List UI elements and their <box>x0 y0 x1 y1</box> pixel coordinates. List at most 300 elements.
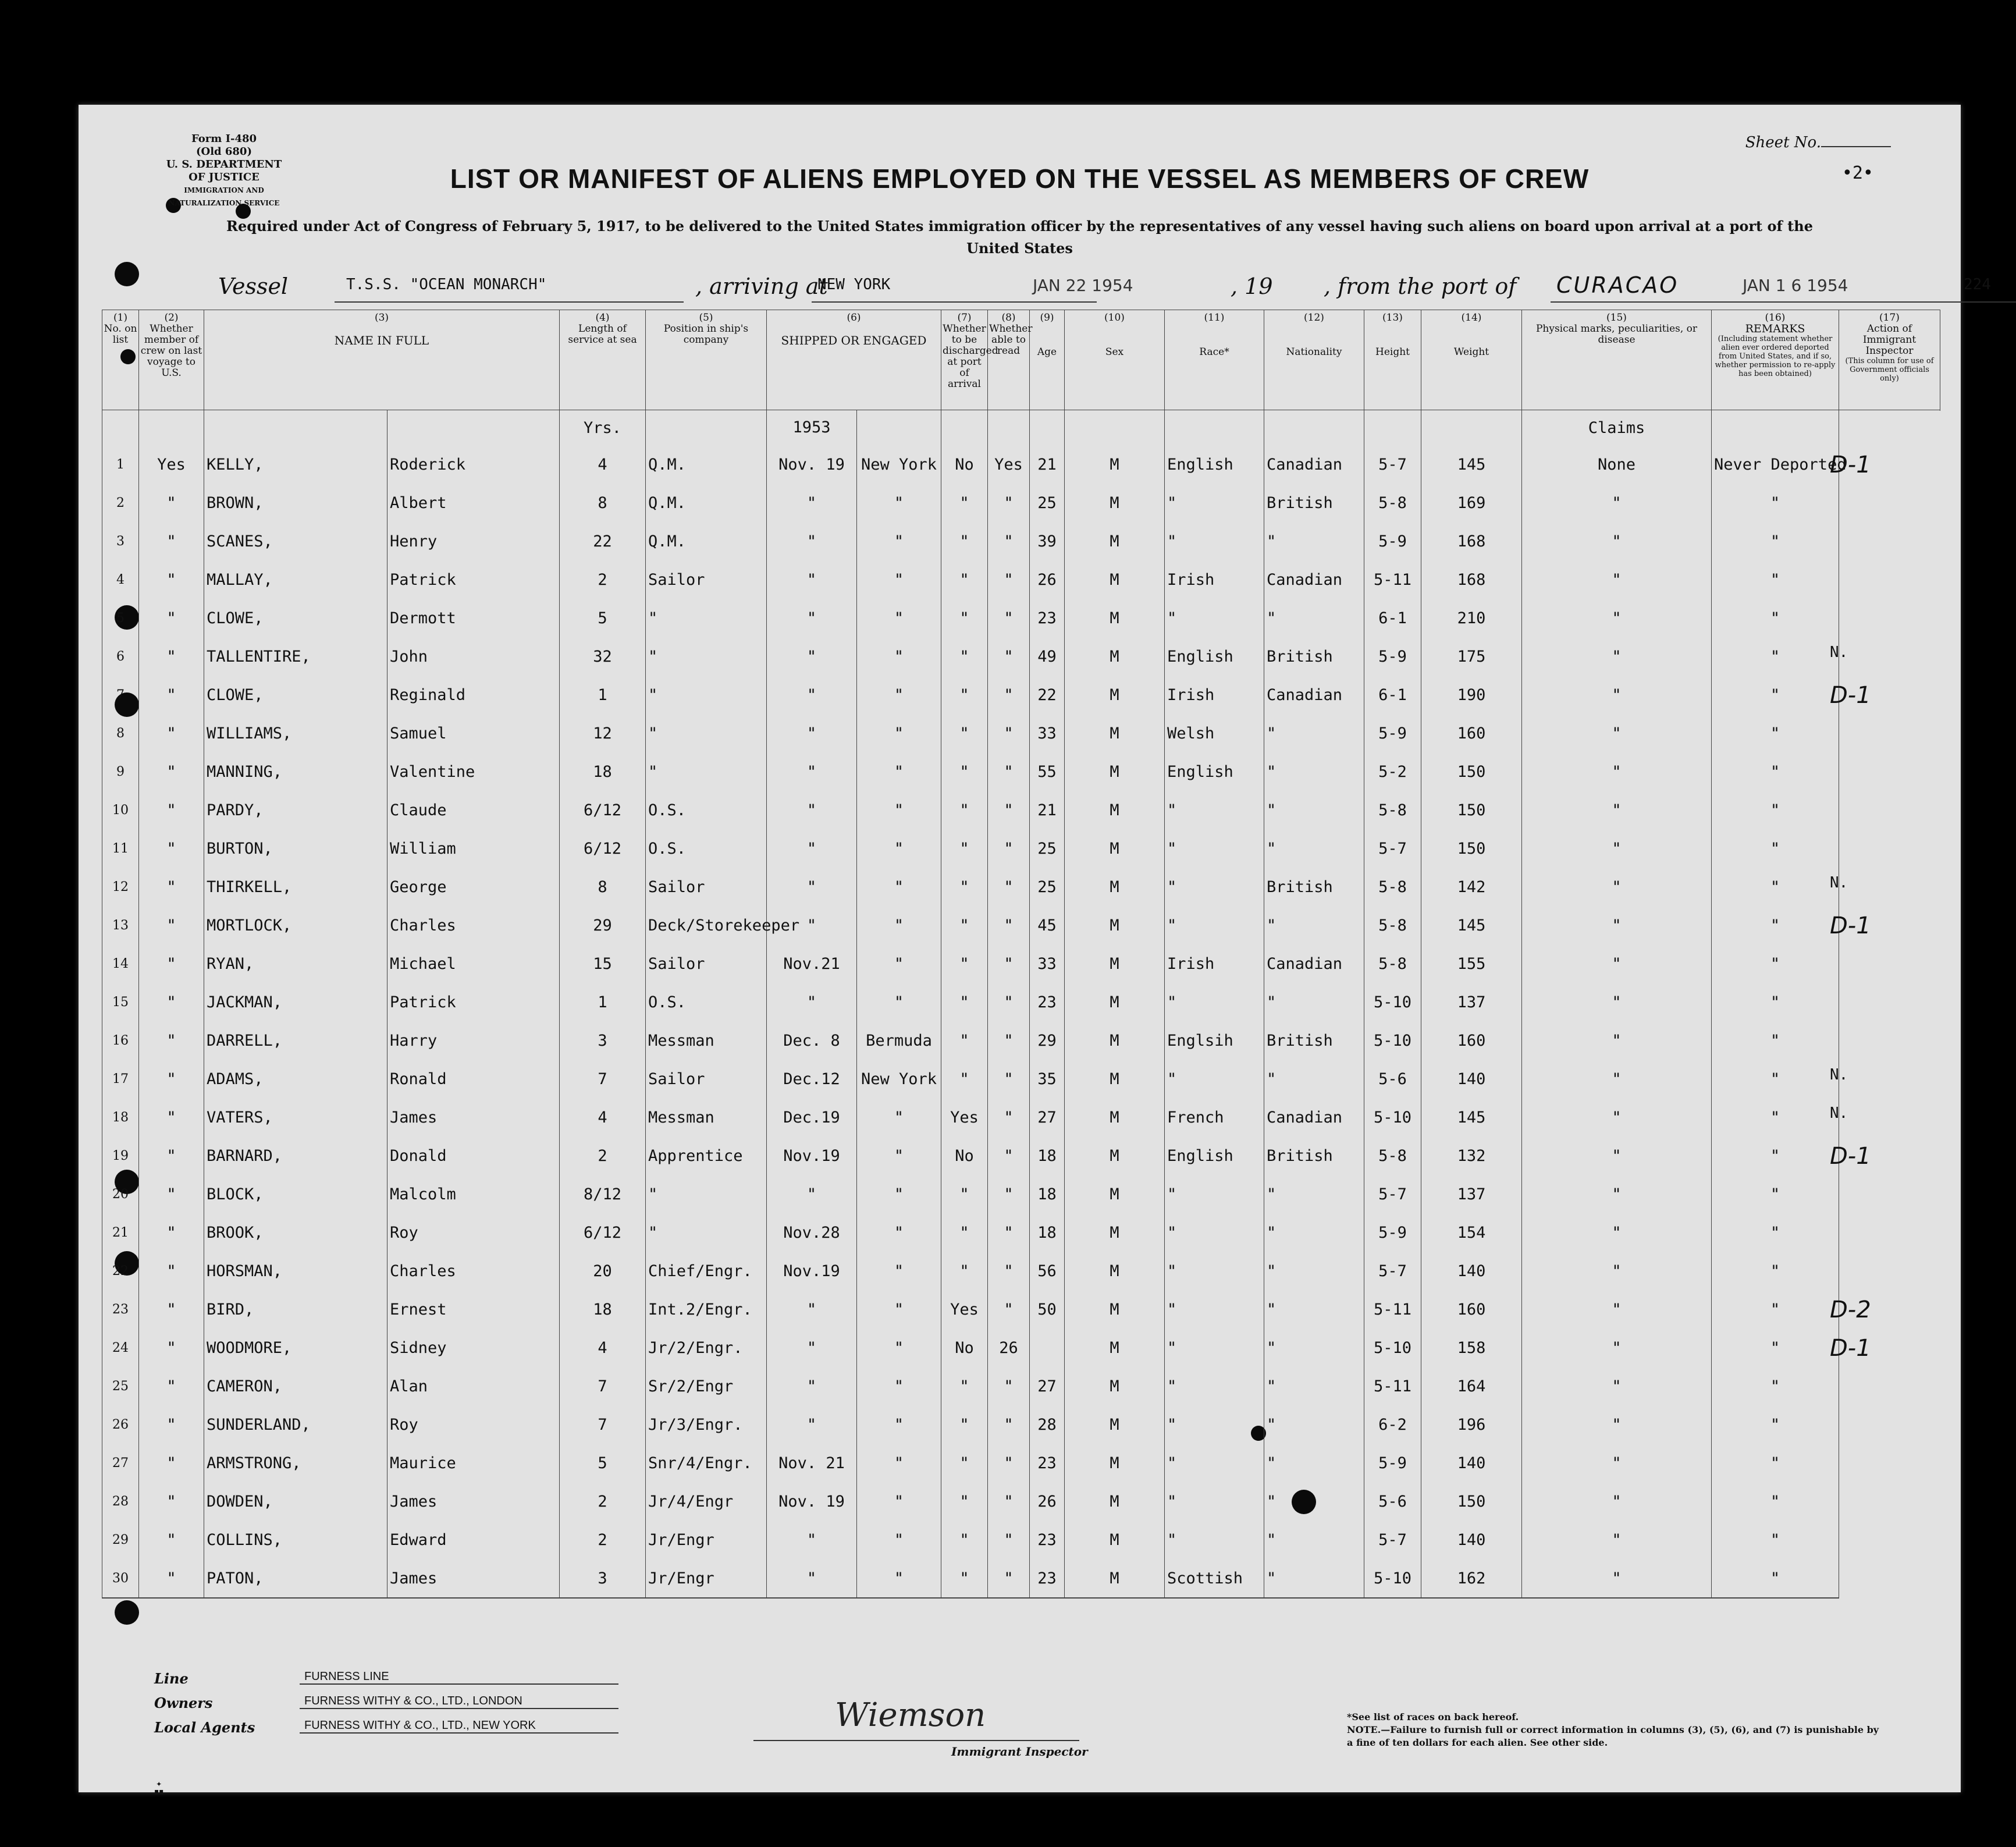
table-row <box>102 752 1940 791</box>
table-row <box>102 1367 1940 1405</box>
table-row <box>102 1252 1940 1290</box>
table-row <box>102 829 1940 868</box>
discharged: " <box>941 599 988 637</box>
weight: 160 <box>1421 1021 1522 1060</box>
weight: 168 <box>1421 522 1522 560</box>
discharged: " <box>941 1559 988 1598</box>
able-to-read: " <box>988 983 1030 1021</box>
row-number: 7 <box>102 676 139 714</box>
weight: 150 <box>1421 829 1522 868</box>
prev-voyage: " <box>139 1136 204 1175</box>
table-row <box>102 868 1940 906</box>
weight: 169 <box>1421 484 1522 522</box>
remarks: " <box>1712 906 1839 944</box>
remarks: " <box>1712 944 1839 983</box>
discharged: " <box>941 1521 988 1559</box>
row-number: 9 <box>102 752 139 791</box>
inspector-action: N. <box>1830 1066 1848 1084</box>
nationality: " <box>1264 1175 1364 1213</box>
remarks-claims: Claims <box>1522 410 1712 446</box>
able-to-read: " <box>988 1444 1030 1482</box>
table-row <box>102 1021 1940 1060</box>
height: 5-11 <box>1364 560 1421 599</box>
service-length: 4 <box>560 445 646 484</box>
height: 5-8 <box>1364 944 1421 983</box>
table-row <box>102 1175 1940 1213</box>
position: Messman <box>646 1098 767 1136</box>
remarks: " <box>1712 560 1839 599</box>
physical-marks: " <box>1522 791 1712 829</box>
discharged: " <box>941 752 988 791</box>
prev-voyage: " <box>139 752 204 791</box>
able-to-read: " <box>988 714 1030 752</box>
remarks: " <box>1712 484 1839 522</box>
col-race-header: (11) Race* <box>1165 310 1264 410</box>
height: 5-6 <box>1364 1060 1421 1098</box>
remarks: " <box>1712 1021 1839 1060</box>
able-to-read: " <box>988 676 1030 714</box>
age: 25 <box>1030 829 1065 868</box>
remarks: " <box>1712 791 1839 829</box>
table-row <box>102 944 1940 983</box>
race: Irish <box>1165 944 1264 983</box>
height: 5-10 <box>1364 1559 1421 1598</box>
shipped-where: New York <box>857 445 941 484</box>
nationality: British <box>1264 1021 1364 1060</box>
height: 5-8 <box>1364 1136 1421 1175</box>
agents-label: Local Agents <box>154 1719 255 1736</box>
shipped-when: " <box>767 637 857 676</box>
physical-marks: " <box>1522 829 1712 868</box>
physical-marks: " <box>1522 983 1712 1021</box>
physical-marks: " <box>1522 714 1712 752</box>
prev-voyage: " <box>139 906 204 944</box>
race: " <box>1165 1367 1264 1405</box>
sex: M <box>1065 1521 1165 1559</box>
shipped-when: " <box>767 1367 857 1405</box>
table-row <box>102 1482 1940 1521</box>
vessel-label: Vessel <box>218 274 289 299</box>
able-to-read: " <box>988 560 1030 599</box>
discharged: " <box>941 676 988 714</box>
weight: 158 <box>1421 1329 1522 1367</box>
col-shipped-header: (6) SHIPPED OR ENGAGED <box>767 310 941 410</box>
age: 23 <box>1030 1521 1065 1559</box>
age: 35 <box>1030 1060 1065 1098</box>
race: " <box>1165 1060 1264 1098</box>
sex: M <box>1065 1098 1165 1136</box>
race: " <box>1165 484 1264 522</box>
race: English <box>1165 1136 1264 1175</box>
discharged: " <box>941 560 988 599</box>
weight: 190 <box>1421 676 1522 714</box>
weight: 145 <box>1421 445 1522 484</box>
nationality: " <box>1264 1559 1364 1598</box>
signature-line <box>753 1740 1079 1741</box>
arrival-date-stamp: JAN 22 1954 <box>1033 276 1133 295</box>
row-number: 6 <box>102 637 139 676</box>
service-length: 18 <box>560 1290 646 1329</box>
prev-voyage: " <box>139 868 204 906</box>
age: 26 <box>1030 560 1065 599</box>
race: Irish <box>1165 676 1264 714</box>
able-to-read: " <box>988 1021 1030 1060</box>
remarks: " <box>1712 829 1839 868</box>
given-name: James <box>387 1559 560 1598</box>
height: 5-9 <box>1364 714 1421 752</box>
physical-marks: " <box>1522 676 1712 714</box>
nationality: British <box>1264 484 1364 522</box>
sex: M <box>1065 1329 1165 1367</box>
remarks: " <box>1712 1252 1839 1290</box>
given-name: Reginald <box>387 676 560 714</box>
discharged: " <box>941 714 988 752</box>
row-number: 11 <box>102 829 139 868</box>
physical-marks: " <box>1522 906 1712 944</box>
line-value: FURNESS LINE <box>300 1670 618 1685</box>
service-length: 2 <box>560 560 646 599</box>
discharged: Yes <box>941 1290 988 1329</box>
race: " <box>1165 1521 1264 1559</box>
table-row <box>102 484 1940 522</box>
race: " <box>1165 1444 1264 1482</box>
col-no-header: (1) No. on list <box>102 310 139 410</box>
nationality: Canadian <box>1264 445 1364 484</box>
row-number: 26 <box>102 1405 139 1444</box>
shipped-where: " <box>857 1098 941 1136</box>
given-name: Valentine <box>387 752 560 791</box>
weight: 140 <box>1421 1060 1522 1098</box>
nationality: " <box>1264 1060 1364 1098</box>
able-to-read: " <box>988 1098 1030 1136</box>
able-to-read: " <box>988 752 1030 791</box>
shipped-when: " <box>767 522 857 560</box>
discharged: No <box>941 1329 988 1367</box>
height: 6-2 <box>1364 1405 1421 1444</box>
discharged: " <box>941 868 988 906</box>
inspector-action: D-1 <box>1830 912 1871 939</box>
page-subtitle: Required under Act of Congress of February 5, 1917, to be delivered to the United States immigration officer by the representatives of any vessel having such aliens on board upon arrival at a port of the United States <box>226 218 1813 257</box>
able-to-read: " <box>988 944 1030 983</box>
row-number: 16 <box>102 1021 139 1060</box>
weight: 145 <box>1421 1098 1522 1136</box>
service-length: 1 <box>560 983 646 1021</box>
nationality: " <box>1264 752 1364 791</box>
race: " <box>1165 1175 1264 1213</box>
family-name: WILLIAMS, <box>204 714 387 752</box>
weight: 155 <box>1421 944 1522 983</box>
shipped-when: " <box>767 484 857 522</box>
nationality: British <box>1264 868 1364 906</box>
table-row <box>102 637 1940 676</box>
weight: 154 <box>1421 1213 1522 1252</box>
height: 5-7 <box>1364 445 1421 484</box>
sex: M <box>1065 1559 1165 1598</box>
weight: 137 <box>1421 1175 1522 1213</box>
table-row <box>102 791 1940 829</box>
shipped-where: " <box>857 714 941 752</box>
service-length: 20 <box>560 1252 646 1290</box>
inspector-action: D-1 <box>1830 452 1871 478</box>
prev-voyage: " <box>139 484 204 522</box>
shipped-when: " <box>767 983 857 1021</box>
height: 5-6 <box>1364 1482 1421 1521</box>
physical-marks: " <box>1522 637 1712 676</box>
shipped-where: " <box>857 676 941 714</box>
row-number: 28 <box>102 1482 139 1521</box>
prev-voyage: " <box>139 983 204 1021</box>
service-length: 8 <box>560 484 646 522</box>
sex: M <box>1065 676 1165 714</box>
able-to-read: " <box>988 1060 1030 1098</box>
row-number: 18 <box>102 1098 139 1136</box>
inspector-action: N. <box>1830 1104 1848 1122</box>
position: Messman <box>646 1021 767 1060</box>
prev-voyage: " <box>139 1252 204 1290</box>
age: 49 <box>1030 637 1065 676</box>
given-name: Sidney <box>387 1329 560 1367</box>
form-old-number: (Old 680) <box>196 145 252 158</box>
age: 33 <box>1030 714 1065 752</box>
given-name: George <box>387 868 560 906</box>
family-name: TALLENTIRE, <box>204 637 387 676</box>
service-length: 3 <box>560 1021 646 1060</box>
service-length: 15 <box>560 944 646 983</box>
given-name: Charles <box>387 906 560 944</box>
sex: M <box>1065 944 1165 983</box>
position: " <box>646 637 767 676</box>
service-length: 8 <box>560 868 646 906</box>
service-length: 2 <box>560 1521 646 1559</box>
prev-voyage: " <box>139 1098 204 1136</box>
remarks: " <box>1712 522 1839 560</box>
height: 5-7 <box>1364 829 1421 868</box>
sex: M <box>1065 484 1165 522</box>
position: " <box>646 714 767 752</box>
table-row <box>102 1213 1940 1252</box>
remarks: " <box>1712 752 1839 791</box>
able-to-read: " <box>988 1213 1030 1252</box>
shipped-where: " <box>857 1175 941 1213</box>
given-name: Donald <box>387 1136 560 1175</box>
position: Q.M. <box>646 484 767 522</box>
weight: 140 <box>1421 1444 1522 1482</box>
age: 23 <box>1030 599 1065 637</box>
shipped-when: Nov. 19 <box>767 1482 857 1521</box>
inspector-action: D-1 <box>1830 682 1871 709</box>
shipped-when: " <box>767 752 857 791</box>
table-row <box>102 599 1940 637</box>
service-length: 22 <box>560 522 646 560</box>
service-length: 7 <box>560 1367 646 1405</box>
height: 5-8 <box>1364 868 1421 906</box>
height: 5-7 <box>1364 1175 1421 1213</box>
row-number: 12 <box>102 868 139 906</box>
inspector-signature: Wiemson <box>835 1696 986 1734</box>
physical-marks: " <box>1522 1060 1712 1098</box>
arrival-port: NEW YORK <box>817 276 891 293</box>
prev-voyage: " <box>139 1175 204 1213</box>
given-name: Samuel <box>387 714 560 752</box>
height: 5-10 <box>1364 983 1421 1021</box>
given-name: William <box>387 829 560 868</box>
sex: M <box>1065 791 1165 829</box>
prev-voyage: " <box>139 1405 204 1444</box>
sex: M <box>1065 1482 1165 1521</box>
prev-voyage: Yes <box>139 445 204 484</box>
weight: 140 <box>1421 1521 1522 1559</box>
shipped-where: " <box>857 1521 941 1559</box>
owners-label: Owners <box>154 1695 213 1711</box>
position: Jr/Engr <box>646 1521 767 1559</box>
nationality: Canadian <box>1264 560 1364 599</box>
remarks: " <box>1712 637 1839 676</box>
physical-marks: " <box>1522 599 1712 637</box>
race: French <box>1165 1098 1264 1136</box>
shipped-when: Dec. 8 <box>767 1021 857 1060</box>
sex: M <box>1065 445 1165 484</box>
table-row <box>102 1444 1940 1482</box>
position: Chief/Engr. <box>646 1252 767 1290</box>
family-name: BURTON, <box>204 829 387 868</box>
service-length: 5 <box>560 1444 646 1482</box>
family-name: COLLINS, <box>204 1521 387 1559</box>
inspector-action: D-2 <box>1830 1297 1871 1323</box>
nationality: " <box>1264 1405 1364 1444</box>
row-number: 23 <box>102 1290 139 1329</box>
age: 29 <box>1030 1021 1065 1060</box>
shipped-where: " <box>857 1367 941 1405</box>
inspector-action: D-1 <box>1830 1143 1871 1170</box>
given-name: Edward <box>387 1521 560 1559</box>
family-name: RYAN, <box>204 944 387 983</box>
remarks: " <box>1712 1559 1839 1598</box>
family-name: ARMSTRONG, <box>204 1444 387 1482</box>
weight: 164 <box>1421 1367 1522 1405</box>
footer-notes <box>1347 1711 1882 1749</box>
table-row <box>102 676 1940 714</box>
position: " <box>646 1213 767 1252</box>
race: " <box>1165 868 1264 906</box>
from-port-label: , from the port of <box>1324 274 1517 299</box>
remarks: Never Deported <box>1712 445 1839 484</box>
nationality: " <box>1264 599 1364 637</box>
age: 18 <box>1030 1175 1065 1213</box>
discharged: " <box>941 1060 988 1098</box>
prev-voyage: " <box>139 1444 204 1482</box>
col-age-header: (9) Age <box>1030 310 1065 410</box>
age: 55 <box>1030 752 1065 791</box>
nationality: Canadian <box>1264 676 1364 714</box>
physical-marks: " <box>1522 560 1712 599</box>
weight: 142 <box>1421 868 1522 906</box>
shipped-where: " <box>857 1482 941 1521</box>
discharged: " <box>941 1175 988 1213</box>
sex: M <box>1065 1405 1165 1444</box>
position: O.S. <box>646 829 767 868</box>
position: Q.M. <box>646 522 767 560</box>
family-name: BROWN, <box>204 484 387 522</box>
col-weight-header: (14) Weight <box>1421 310 1522 410</box>
position: Sailor <box>646 868 767 906</box>
given-name: Charles <box>387 1252 560 1290</box>
family-name: JACKMAN, <box>204 983 387 1021</box>
given-name: Ronald <box>387 1060 560 1098</box>
prev-voyage: " <box>139 1521 204 1559</box>
inspector-label: Immigrant Inspector <box>951 1745 1088 1759</box>
age: 25 <box>1030 868 1065 906</box>
shipped-where: " <box>857 560 941 599</box>
given-name: John <box>387 637 560 676</box>
service-length: 18 <box>560 752 646 791</box>
table-row <box>102 983 1940 1021</box>
discharged: " <box>941 1482 988 1521</box>
shipped-where: " <box>857 1136 941 1175</box>
shipped-when: " <box>767 1405 857 1444</box>
col-sex-header: (10) Sex <box>1065 310 1165 410</box>
row-number: 14 <box>102 944 139 983</box>
shipped-where: " <box>857 868 941 906</box>
sex: M <box>1065 1252 1165 1290</box>
col-nationality-header: (12) Nationality <box>1264 310 1364 410</box>
physical-marks: " <box>1522 1444 1712 1482</box>
age: 27 <box>1030 1367 1065 1405</box>
shipped-when: Dec.19 <box>767 1098 857 1136</box>
remarks: " <box>1712 1098 1839 1136</box>
able-to-read: " <box>988 1136 1030 1175</box>
race: English <box>1165 752 1264 791</box>
shipped-when: " <box>767 560 857 599</box>
weight: 160 <box>1421 1290 1522 1329</box>
manifest-sheet <box>79 105 1991 1795</box>
family-name: DOWDEN, <box>204 1482 387 1521</box>
sex: M <box>1065 1444 1165 1482</box>
height: 5-11 <box>1364 1367 1421 1405</box>
discharged: " <box>941 484 988 522</box>
shipped-year: 1953 <box>767 410 857 446</box>
position: Sr/2/Engr <box>646 1367 767 1405</box>
sex: M <box>1065 522 1165 560</box>
able-to-read: " <box>988 1482 1030 1521</box>
weight: 150 <box>1421 1482 1522 1521</box>
family-name: WOODMORE, <box>204 1329 387 1367</box>
row-number: 1 <box>102 445 139 484</box>
discharged: " <box>941 983 988 1021</box>
shipped-where: " <box>857 1405 941 1444</box>
able-to-read: " <box>988 522 1030 560</box>
shipped-when: " <box>767 1559 857 1598</box>
discharged: " <box>941 1367 988 1405</box>
sheet-number-label: Sheet No. <box>1745 134 1891 151</box>
prev-voyage: " <box>139 1329 204 1367</box>
prev-voyage: " <box>139 829 204 868</box>
row-number: 19 <box>102 1136 139 1175</box>
shipped-when: " <box>767 599 857 637</box>
prev-voyage: " <box>139 599 204 637</box>
height: 5-9 <box>1364 1213 1421 1252</box>
physical-marks: " <box>1522 1021 1712 1060</box>
age: 23 <box>1030 983 1065 1021</box>
prev-voyage: " <box>139 1213 204 1252</box>
nationality: " <box>1264 1213 1364 1252</box>
sex: M <box>1065 637 1165 676</box>
page-title: LIST OR MANIFEST OF ALIENS EMPLOYED ON THE VESSEL AS MEMBERS OF CREW <box>450 164 1590 194</box>
shipped-when: " <box>767 676 857 714</box>
service-length: 6/12 <box>560 791 646 829</box>
physical-marks: " <box>1522 1213 1712 1252</box>
age <box>1030 1329 1065 1367</box>
shipped-when: " <box>767 829 857 868</box>
